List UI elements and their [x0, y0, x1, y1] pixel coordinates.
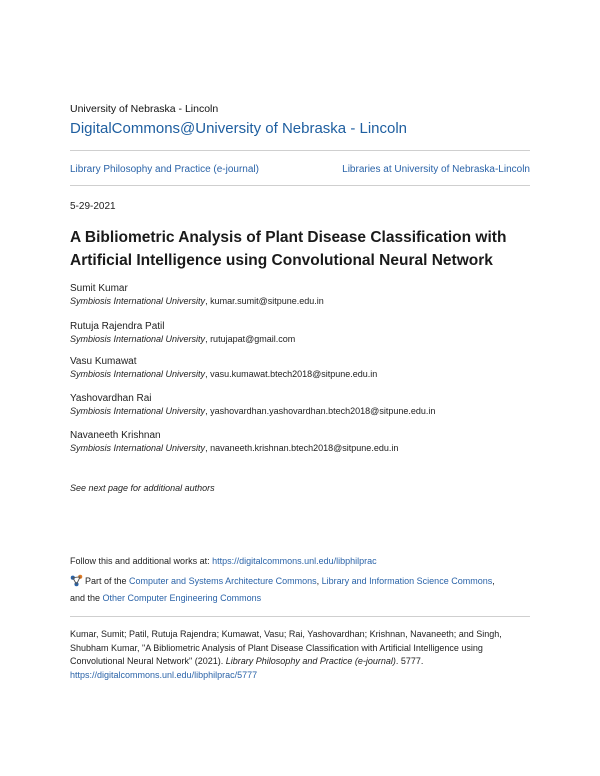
publication-date: 5-29-2021 [70, 201, 116, 212]
commons-link-library-science[interactable]: Library and Information Science Commons [321, 576, 493, 586]
author-name: Navaneeth Krishnan [70, 430, 161, 441]
see-next-page-note: See next page for additional authors [70, 483, 215, 493]
recommended-citation: Kumar, Sumit; Patil, Rutuja Rajendra; Kumawat, Vasu; Rai, Yashovardhan; Krishnan, Navaneeth; and Singh, Shubham Kumar, "A Bibliometric Analysis of Plant Disease Classification with Artificial Intelligence using Convolutional Neural Network" (2021). Library Philosophy and Practice (e-journal). 5777. https://digitalcommons.unl.edu/libphilprac/5777 [70, 629, 502, 680]
author-entry [70, 393, 435, 417]
commons-link-computer-systems[interactable]: Computer and Systems Architecture Commons [129, 576, 317, 586]
divider [70, 185, 530, 186]
author-name: Yashovardhan Rai [70, 393, 152, 404]
author-affiliation: Symbiosis International University, yashovardhan.yashovardhan.btech2018@sitpune.edu.in [70, 406, 436, 416]
author-name: Sumit Kumar [70, 283, 128, 294]
author-entry [70, 430, 398, 454]
series-link[interactable]: https://digitalcommons.unl.edu/libphilprac [212, 556, 377, 566]
institution-name: University of Nebraska - Lincoln [70, 103, 219, 115]
citation-link[interactable]: https://digitalcommons.unl.edu/libphilprac/5777 [70, 669, 258, 680]
commons-link-other-computer-eng[interactable]: Other Computer Engineering Commons [102, 593, 262, 603]
author-name: Rutuja Rajendra Patil [70, 321, 165, 332]
follow-line: Follow this and additional works at: https://digitalcommons.unl.edu/libphilprac [70, 556, 377, 566]
author-affiliation: Symbiosis International University, kumar.sumit@sitpune.edu.in [70, 296, 324, 306]
author-affiliation: Symbiosis International University, rutujapat@gmail.com [70, 334, 296, 344]
paper-title: A Bibliometric Analysis of Plant Disease Classification with Artificial Intelligence using Convolutional Neural Network [70, 229, 507, 269]
author-entry [70, 356, 377, 380]
author-entry [70, 283, 324, 307]
journal-collection-link[interactable]: Library Philosophy and Practice (e-journal) [70, 164, 259, 175]
libraries-collection-link[interactable]: Libraries at University of Nebraska-Lincoln [342, 164, 530, 175]
part-of-commons: Part of the Computer and Systems Architecture Commons, Library and Information Science Commons, and the Other Computer Engineering Commons [70, 576, 495, 603]
divider [70, 616, 530, 617]
network-icon [70, 574, 83, 587]
repository-link[interactable]: DigitalCommons@University of Nebraska - Lincoln [70, 120, 408, 137]
author-entry [70, 321, 295, 345]
divider [70, 150, 530, 151]
author-name: Vasu Kumawat [70, 356, 137, 367]
author-affiliation: Symbiosis International University, navaneeth.krishnan.btech2018@sitpune.edu.in [70, 443, 399, 453]
author-affiliation: Symbiosis International University, vasu.kumawat.btech2018@sitpune.edu.in [70, 369, 378, 379]
